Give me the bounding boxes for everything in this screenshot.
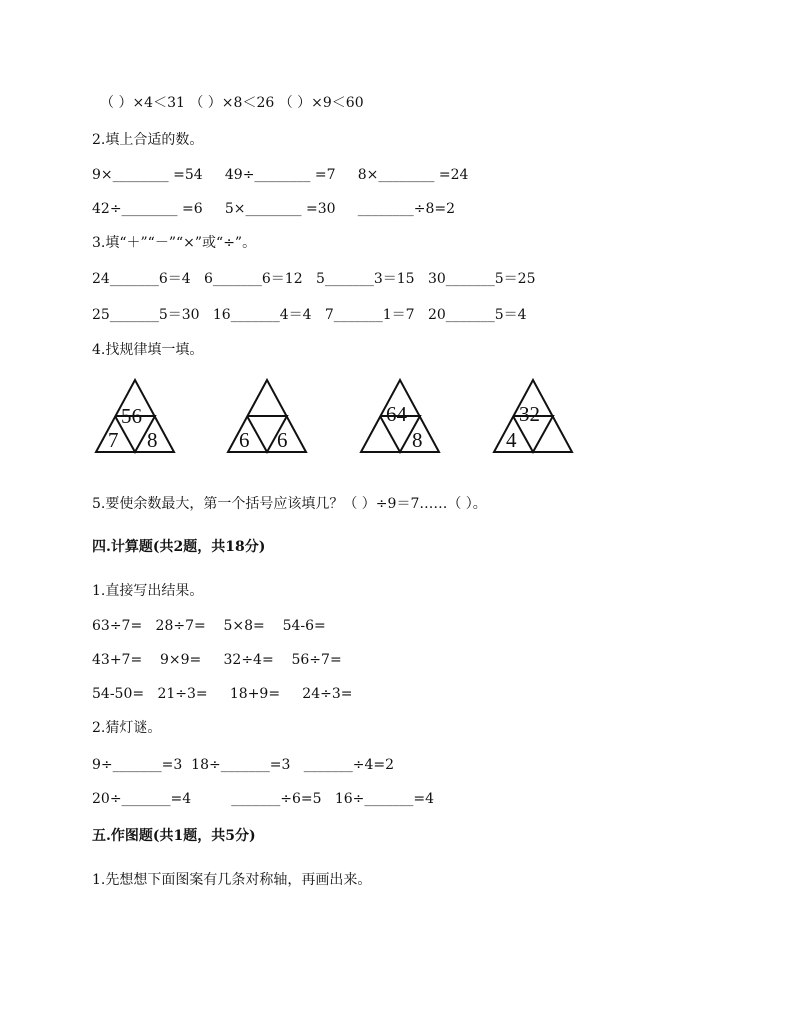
drawing-question: 1.先想想下面图案有几条对称轴，再画出来。 (92, 872, 372, 888)
triangle-3-top: 64 (386, 402, 407, 426)
calc2-title: 2.猜灯谜。 (92, 720, 162, 736)
section3-row1: 24_______6＝4 6_______6＝12 5_______3＝15 30_______5＝25 (92, 271, 536, 287)
section4-header: 四.计算题(共2题，共18分) (92, 539, 266, 555)
triangle-1-left: 7 (108, 428, 119, 452)
calc1-row2: 43+7= 9×9= 32÷4= 56÷7= (92, 652, 342, 668)
triangle-puzzle-2 (226, 378, 308, 454)
triangle-4-top: 32 (519, 402, 540, 426)
triangle-3-right: 8 (412, 428, 423, 452)
inequality-line: （ ）×4＜31 （ ）×8＜26 （ ）×9＜60 (100, 95, 364, 111)
calc2-row2: 20÷_______=4 _______÷6=5 16÷_______=4 (92, 791, 435, 807)
section3-row2: 25_______5＝30 16_______4＝4 7_______1＝7 20_______5＝4 (92, 307, 527, 323)
calc1-row1: 63÷7= 28÷7= 5×8= 54-6= (92, 618, 326, 634)
calc1-row3: 54-50= 21÷3= 18+9= 24÷3= (92, 686, 353, 702)
triangle-puzzle-4 (492, 378, 574, 454)
triangle-2-left: 6 (239, 428, 250, 452)
section4-title: 4.找规律填一填。 (92, 342, 204, 358)
triangle-1-right: 8 (147, 428, 158, 452)
section2-row2: 42÷________ =6 5×________ =30 ________÷8=2 (92, 201, 456, 217)
section5-header: 五.作图题(共1题，共5分) (92, 828, 256, 844)
section3-title: 3.填“＋”“－”“×”或“÷”。 (92, 235, 257, 251)
triangle-2-right: 6 (277, 428, 288, 452)
section2-row1: 9×________ =54 49÷________ =7 8×________ =24 (92, 167, 469, 183)
triangle-puzzle-3 (359, 378, 441, 454)
section2-title: 2.填上合适的数。 (92, 132, 204, 148)
section5-question: 5.要使余数最大，第一个括号应该填几？（ ）÷9＝7……（ ）。 (92, 496, 487, 512)
calc2-row1: 9÷_______=3 18÷_______=3 _______÷4=2 (92, 757, 394, 773)
triangle-puzzle-1 (94, 378, 176, 454)
calc1-title: 1.直接写出结果。 (92, 583, 204, 599)
triangle-4-left: 4 (506, 428, 517, 452)
triangle-1-top: 56 (121, 404, 142, 428)
